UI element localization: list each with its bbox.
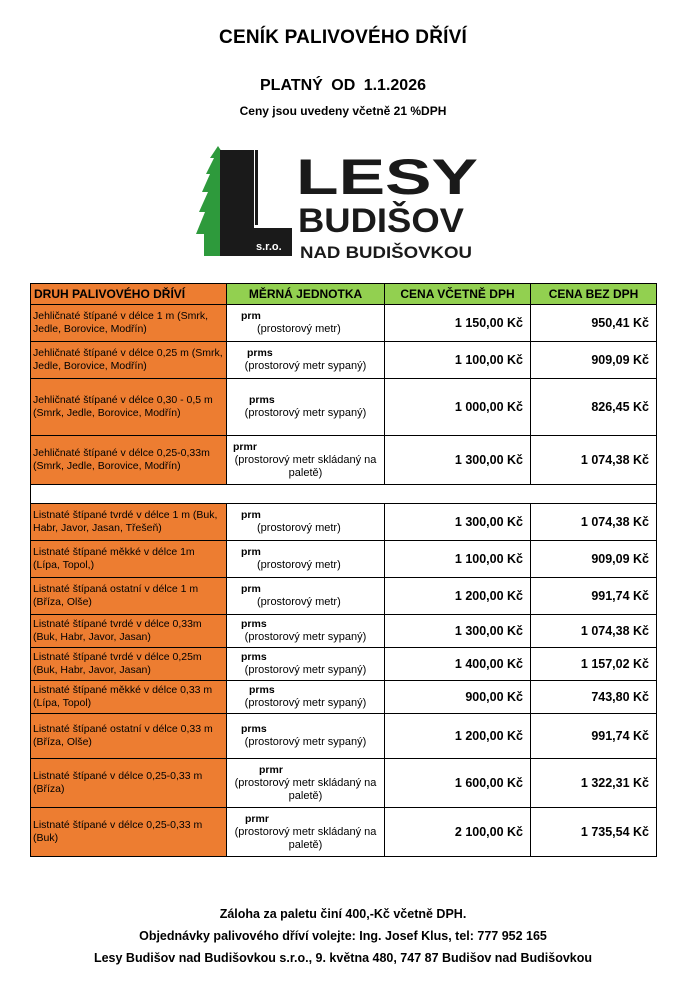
unit-desc: (prostorový metr skládaný na paletě)	[234, 776, 377, 802]
unit-code: prm	[241, 546, 261, 558]
page-title: CENÍK PALIVOVÉHO DŘÍVÍ	[219, 27, 467, 48]
price-net: 1 735,54 Kč	[531, 808, 657, 857]
unit-cell	[227, 681, 385, 714]
price-vat: 1 100,00 Kč	[385, 342, 531, 379]
wood-type: Listnaté štípané ostatní v délce 0,33 m (Bříza, Olše)	[31, 714, 227, 759]
price-vat: 1 600,00 Kč	[385, 759, 531, 808]
table-row	[31, 759, 657, 808]
header-unit: MĚRNÁ JEDNOTKA	[227, 284, 385, 305]
table-row	[31, 342, 657, 379]
unit-cell	[227, 342, 385, 379]
unit-cell	[227, 648, 385, 681]
table-row	[31, 648, 657, 681]
unit-cell	[227, 436, 385, 485]
unit-desc: (prostorový metr sypaný)	[244, 664, 367, 676]
table-spacer-row	[31, 485, 657, 504]
unit-cell	[227, 504, 385, 541]
unit-cell	[227, 759, 385, 808]
wood-type: Jehličnaté štípané v délce 0,30 - 0,5 m (Smrk, Jedle, Borovice, Modřín)	[31, 379, 227, 436]
wood-type: Jehličnaté štípané v délce 0,25-0,33m (Smrk, Jedle, Borovice, Modřín)	[31, 436, 227, 485]
price-vat: 1 400,00 Kč	[385, 648, 531, 681]
price-net: 909,09 Kč	[531, 541, 657, 578]
footer-orders: Objednávky palivového dříví volejte: Ing. Josef Klus, tel: 777 952 165	[139, 929, 547, 943]
unit-code: prms	[247, 347, 273, 359]
header-price-vat: CENA VČETNĚ DPH	[385, 284, 531, 305]
table-row	[31, 714, 657, 759]
price-net: 1 074,38 Kč	[531, 436, 657, 485]
logo-subline: NAD BUDIŠOVKOU	[300, 243, 472, 262]
unit-desc: (prostorový metr skládaný na paletě)	[234, 825, 377, 851]
price-vat: 1 100,00 Kč	[385, 541, 531, 578]
table-row	[31, 808, 657, 857]
unit-code: prms	[241, 651, 267, 663]
price-vat: 1 150,00 Kč	[385, 305, 531, 342]
wood-type: Listnaté štípané měkké v délce 0,33 m (Lípa, Topol)	[31, 681, 227, 714]
unit-desc: (prostorový metr)	[257, 559, 341, 571]
table-row	[31, 615, 657, 648]
price-net: 826,45 Kč	[531, 379, 657, 436]
unit-cell	[227, 305, 385, 342]
price-net: 991,74 Kč	[531, 578, 657, 615]
unit-desc: (prostorový metr)	[257, 323, 341, 335]
header-wood-type: DRUH PALIVOVÉHO DŘÍVÍ	[31, 284, 227, 305]
unit-cell	[227, 541, 385, 578]
price-vat: 1 200,00 Kč	[385, 578, 531, 615]
unit-cell	[227, 714, 385, 759]
unit-code: prm	[241, 509, 261, 521]
unit-desc: (prostorový metr sypaný)	[244, 407, 367, 419]
price-vat: 1 300,00 Kč	[385, 436, 531, 485]
logo-sro: s.r.o.	[256, 241, 282, 253]
unit-code: prm	[241, 310, 261, 322]
unit-desc: (prostorový metr sypaný)	[244, 697, 367, 709]
unit-cell	[227, 615, 385, 648]
wood-type: Jehličnaté štípané v délce 1 m (Smrk, Jedle, Borovice, Modřín)	[31, 305, 227, 342]
logo-brand-top: LESY	[296, 149, 478, 205]
unit-desc: (prostorový metr sypaný)	[244, 631, 367, 643]
unit-code: prms	[249, 394, 275, 406]
wood-type: Listnaté štípané v délce 0,25-0,33 m (Buk)	[31, 808, 227, 857]
price-table	[30, 283, 657, 857]
wood-type: Listnaté štípané tvrdé v délce 0,25m (Buk, Habr, Javor, Jasan)	[31, 648, 227, 681]
unit-cell	[227, 379, 385, 436]
company-logo	[196, 146, 486, 264]
wood-type: Listnaté štípané měkké v délce 1m (Lípa, Topol,)	[31, 541, 227, 578]
price-net: 950,41 Kč	[531, 305, 657, 342]
unit-desc: (prostorový metr sypaný)	[244, 736, 367, 748]
unit-code: prmr	[245, 812, 269, 825]
price-vat: 1 200,00 Kč	[385, 714, 531, 759]
table-row	[31, 681, 657, 714]
wood-type: Jehličnaté štípané v délce 0,25 m (Smrk, Jedle, Borovice, Modřín)	[31, 342, 227, 379]
unit-code: prms	[241, 723, 267, 735]
price-vat: 1 300,00 Kč	[385, 615, 531, 648]
unit-desc: (prostorový metr)	[257, 596, 341, 608]
unit-code: prmr	[233, 440, 257, 453]
unit-code: prm	[241, 583, 261, 595]
table-row	[31, 305, 657, 342]
price-net: 1 157,02 Kč	[531, 648, 657, 681]
wood-type: Listnaté štípané tvrdé v délce 1 m (Buk, Habr, Javor, Jasan, Třešeň)	[31, 504, 227, 541]
unit-code: prms	[249, 684, 275, 696]
table-row	[31, 504, 657, 541]
vat-note: Ceny jsou uvedeny včetně 21 %DPH	[239, 104, 447, 118]
table-row	[31, 379, 657, 436]
price-vat: 2 100,00 Kč	[385, 808, 531, 857]
unit-desc: (prostorový metr sypaný)	[244, 360, 367, 372]
wood-type: Listnaté štípaná ostatní v délce 1 m (Bříza, Olše)	[31, 578, 227, 615]
unit-cell	[227, 578, 385, 615]
price-net: 1 074,38 Kč	[531, 615, 657, 648]
footer-deposit: Záloha za paletu činí 400,-Kč včetně DPH.	[219, 907, 467, 921]
price-net: 909,09 Kč	[531, 342, 657, 379]
unit-desc: (prostorový metr)	[257, 522, 341, 534]
price-net: 743,80 Kč	[531, 681, 657, 714]
wood-type: Listnaté štípané v délce 0,25-0,33 m (Bříza)	[31, 759, 227, 808]
logo-brand-bottom: BUDIŠOV	[298, 202, 453, 240]
price-vat: 1 300,00 Kč	[385, 504, 531, 541]
unit-code: prms	[241, 618, 267, 630]
unit-code: prmr	[259, 763, 283, 776]
wood-type: Listnaté štípané tvrdé v délce 0,33m (Buk, Habr, Javor, Jasan)	[31, 615, 227, 648]
footer-address: Lesy Budišov nad Budišovkou s.r.o., 9. května 480, 747 87 Budišov nad Budišovkou	[93, 951, 593, 965]
price-vat: 1 000,00 Kč	[385, 379, 531, 436]
price-vat: 900,00 Kč	[385, 681, 531, 714]
price-net: 1 322,31 Kč	[531, 759, 657, 808]
price-net: 1 074,38 Kč	[531, 504, 657, 541]
table-header-row	[31, 284, 657, 305]
table-row	[31, 541, 657, 578]
price-net: 991,74 Kč	[531, 714, 657, 759]
unit-desc: (prostorový metr skládaný na paletě)	[234, 453, 377, 479]
table-row	[31, 578, 657, 615]
unit-cell	[227, 808, 385, 857]
valid-from: PLATNÝ OD 1.1.2026	[260, 77, 426, 94]
table-row	[31, 436, 657, 485]
header-price-net: CENA BEZ DPH	[531, 284, 657, 305]
